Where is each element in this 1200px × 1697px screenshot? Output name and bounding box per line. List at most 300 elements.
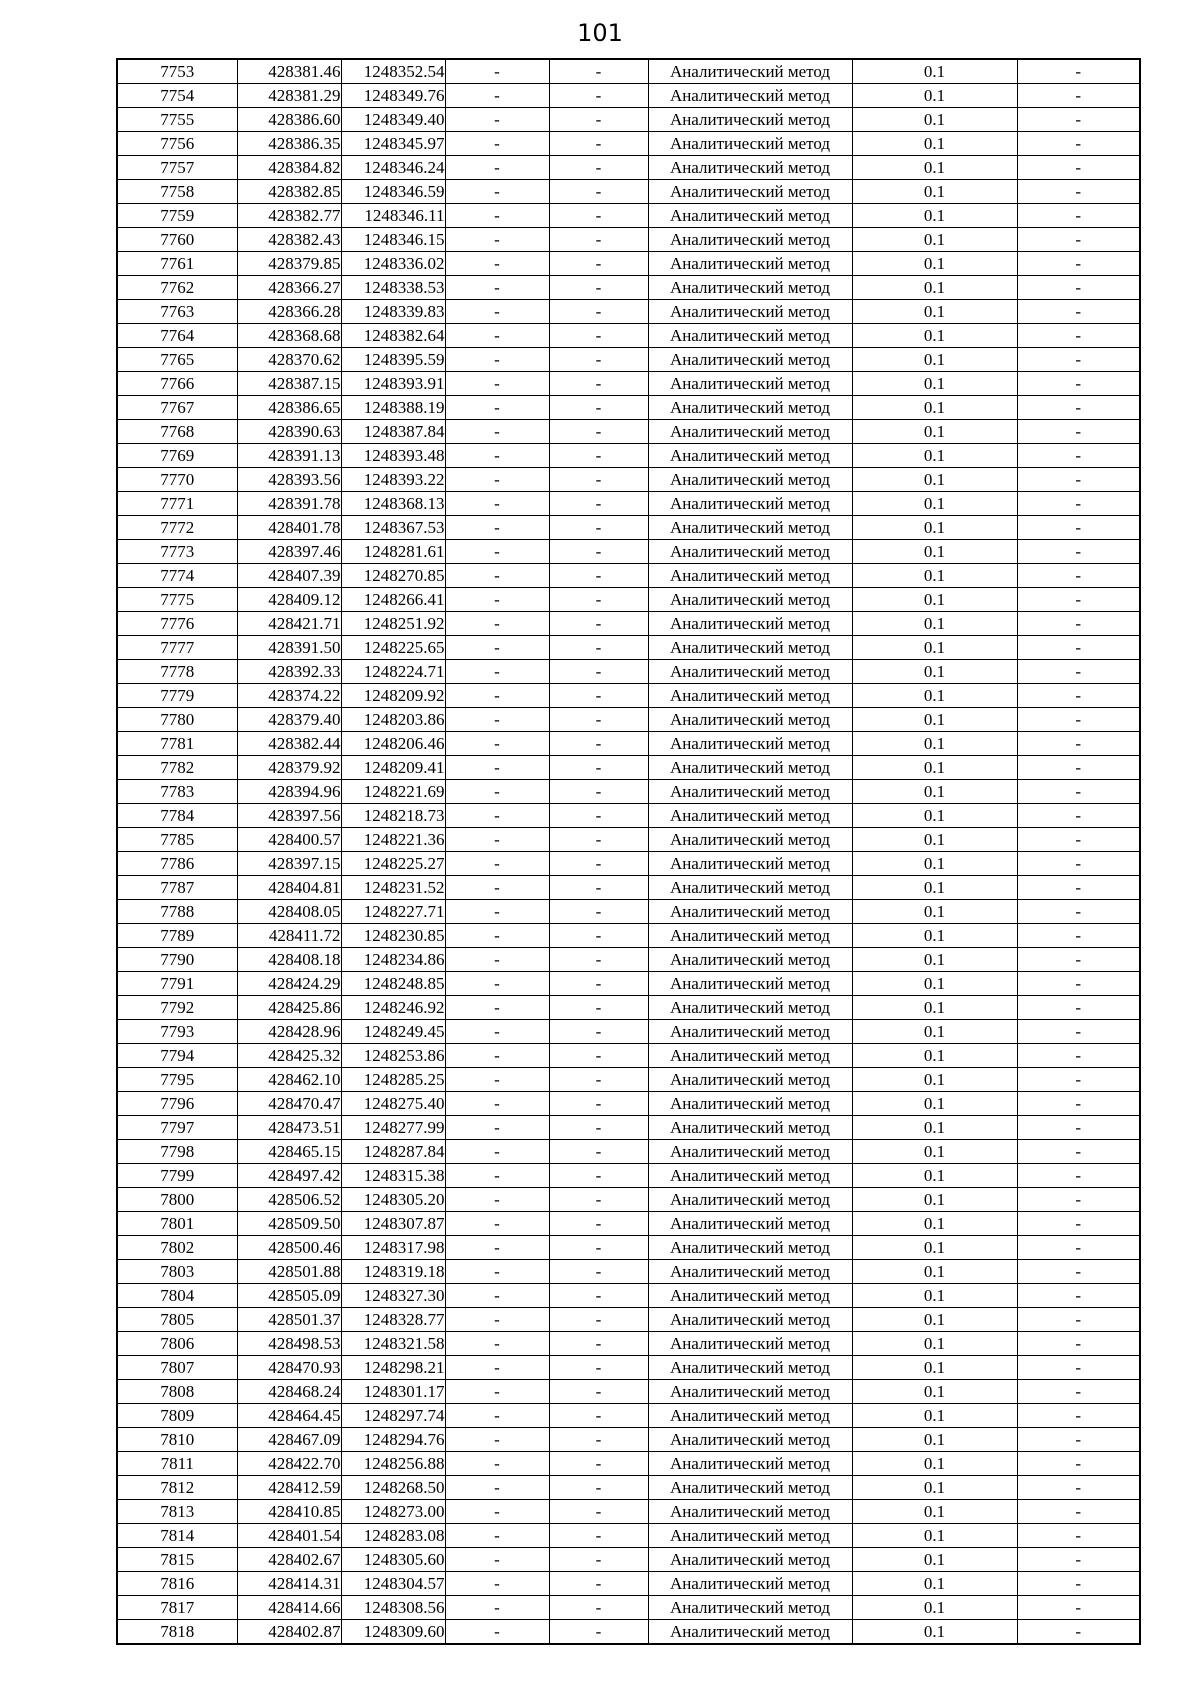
empty-value-cell: - — [1017, 1068, 1140, 1092]
precision-cell: 0.1 — [852, 684, 1017, 708]
table-row — [117, 1284, 1140, 1308]
y-coordinate-cell: 1248321.58 — [341, 1332, 445, 1356]
y-coordinate-cell: 1248393.22 — [341, 468, 445, 492]
y-coordinate-cell: 1248273.00 — [341, 1500, 445, 1524]
empty-value-cell: - — [445, 300, 549, 324]
y-coordinate-cell: 1248345.97 — [341, 132, 445, 156]
empty-value-cell: - — [1017, 1548, 1140, 1572]
y-coordinate-cell: 1248297.74 — [341, 1404, 445, 1428]
point-number-cell: 7775 — [117, 588, 237, 612]
y-coordinate-cell: 1248308.56 — [341, 1596, 445, 1620]
empty-value-cell: - — [445, 1020, 549, 1044]
point-number-cell: 7773 — [117, 540, 237, 564]
method-cell: Аналитический метод — [648, 1140, 852, 1164]
empty-value-cell: - — [1017, 1404, 1140, 1428]
empty-value-cell: - — [1017, 396, 1140, 420]
precision-cell: 0.1 — [852, 372, 1017, 396]
empty-value-cell: - — [549, 1572, 648, 1596]
point-number-cell: 7795 — [117, 1068, 237, 1092]
empty-value-cell: - — [1017, 1212, 1140, 1236]
empty-value-cell: - — [1017, 300, 1140, 324]
empty-value-cell: - — [445, 636, 549, 660]
x-coordinate-cell: 428391.78 — [237, 492, 341, 516]
method-cell: Аналитический метод — [648, 132, 852, 156]
point-number-cell: 7791 — [117, 972, 237, 996]
empty-value-cell: - — [445, 276, 549, 300]
empty-value-cell: - — [1017, 372, 1140, 396]
table-row — [117, 924, 1140, 948]
precision-cell: 0.1 — [852, 252, 1017, 276]
precision-cell: 0.1 — [852, 924, 1017, 948]
empty-value-cell: - — [445, 180, 549, 204]
empty-value-cell: - — [549, 1116, 648, 1140]
method-cell: Аналитический метод — [648, 444, 852, 468]
point-number-cell: 7792 — [117, 996, 237, 1020]
empty-value-cell: - — [1017, 1188, 1140, 1212]
point-number-cell: 7763 — [117, 300, 237, 324]
precision-cell: 0.1 — [852, 1548, 1017, 1572]
empty-value-cell: - — [445, 1332, 549, 1356]
precision-cell: 0.1 — [852, 1188, 1017, 1212]
precision-cell: 0.1 — [852, 348, 1017, 372]
point-number-cell: 7772 — [117, 516, 237, 540]
empty-value-cell: - — [445, 444, 549, 468]
point-number-cell: 7804 — [117, 1284, 237, 1308]
x-coordinate-cell: 428379.92 — [237, 756, 341, 780]
y-coordinate-cell: 1248339.83 — [341, 300, 445, 324]
empty-value-cell: - — [1017, 900, 1140, 924]
empty-value-cell: - — [1017, 996, 1140, 1020]
table-row — [117, 1404, 1140, 1428]
x-coordinate-cell: 428387.15 — [237, 372, 341, 396]
point-number-cell: 7769 — [117, 444, 237, 468]
x-coordinate-cell: 428392.33 — [237, 660, 341, 684]
empty-value-cell: - — [1017, 1308, 1140, 1332]
point-number-cell: 7785 — [117, 828, 237, 852]
empty-value-cell: - — [549, 1260, 648, 1284]
empty-value-cell: - — [1017, 180, 1140, 204]
y-coordinate-cell: 1248256.88 — [341, 1452, 445, 1476]
point-number-cell: 7771 — [117, 492, 237, 516]
y-coordinate-cell: 1248393.48 — [341, 444, 445, 468]
method-cell: Аналитический метод — [648, 540, 852, 564]
table-row — [117, 1452, 1140, 1476]
y-coordinate-cell: 1248305.60 — [341, 1548, 445, 1572]
point-number-cell: 7789 — [117, 924, 237, 948]
empty-value-cell: - — [1017, 612, 1140, 636]
method-cell: Аналитический метод — [648, 1020, 852, 1044]
precision-cell: 0.1 — [852, 1140, 1017, 1164]
empty-value-cell: - — [549, 924, 648, 948]
empty-value-cell: - — [445, 1380, 549, 1404]
y-coordinate-cell: 1248387.84 — [341, 420, 445, 444]
x-coordinate-cell: 428397.15 — [237, 852, 341, 876]
y-coordinate-cell: 1248231.52 — [341, 876, 445, 900]
method-cell: Аналитический метод — [648, 1260, 852, 1284]
empty-value-cell: - — [445, 1140, 549, 1164]
y-coordinate-cell: 1248266.41 — [341, 588, 445, 612]
y-coordinate-cell: 1248367.53 — [341, 516, 445, 540]
table-row — [117, 1092, 1140, 1116]
method-cell: Аналитический метод — [648, 732, 852, 756]
precision-cell: 0.1 — [852, 1236, 1017, 1260]
precision-cell: 0.1 — [852, 1476, 1017, 1500]
empty-value-cell: - — [445, 684, 549, 708]
table-row — [117, 876, 1140, 900]
table-row — [117, 372, 1140, 396]
empty-value-cell: - — [445, 372, 549, 396]
precision-cell: 0.1 — [852, 828, 1017, 852]
method-cell: Аналитический метод — [648, 204, 852, 228]
precision-cell: 0.1 — [852, 1260, 1017, 1284]
empty-value-cell: - — [1017, 1284, 1140, 1308]
empty-value-cell: - — [445, 324, 549, 348]
table-row — [117, 1476, 1140, 1500]
x-coordinate-cell: 428379.40 — [237, 708, 341, 732]
method-cell: Аналитический метод — [648, 948, 852, 972]
x-coordinate-cell: 428386.60 — [237, 108, 341, 132]
method-cell: Аналитический метод — [648, 684, 852, 708]
table-row — [117, 468, 1140, 492]
empty-value-cell: - — [445, 84, 549, 108]
method-cell: Аналитический метод — [648, 804, 852, 828]
empty-value-cell: - — [549, 324, 648, 348]
precision-cell: 0.1 — [852, 540, 1017, 564]
method-cell: Аналитический метод — [648, 1404, 852, 1428]
y-coordinate-cell: 1248315.38 — [341, 1164, 445, 1188]
empty-value-cell: - — [1017, 564, 1140, 588]
precision-cell: 0.1 — [852, 1332, 1017, 1356]
empty-value-cell: - — [1017, 1116, 1140, 1140]
table-row — [117, 276, 1140, 300]
empty-value-cell: - — [445, 1164, 549, 1188]
point-number-cell: 7770 — [117, 468, 237, 492]
y-coordinate-cell: 1248268.50 — [341, 1476, 445, 1500]
empty-value-cell: - — [549, 1548, 648, 1572]
method-cell: Аналитический метод — [648, 324, 852, 348]
point-number-cell: 7757 — [117, 156, 237, 180]
empty-value-cell: - — [1017, 468, 1140, 492]
precision-cell: 0.1 — [852, 108, 1017, 132]
y-coordinate-cell: 1248209.41 — [341, 756, 445, 780]
method-cell: Аналитический метод — [648, 228, 852, 252]
table-row — [117, 1236, 1140, 1260]
precision-cell: 0.1 — [852, 444, 1017, 468]
x-coordinate-cell: 428370.62 — [237, 348, 341, 372]
x-coordinate-cell: 428498.53 — [237, 1332, 341, 1356]
precision-cell: 0.1 — [852, 900, 1017, 924]
y-coordinate-cell: 1248248.85 — [341, 972, 445, 996]
empty-value-cell: - — [445, 1572, 549, 1596]
y-coordinate-cell: 1248294.76 — [341, 1428, 445, 1452]
table-row — [117, 492, 1140, 516]
method-cell: Аналитический метод — [648, 156, 852, 180]
empty-value-cell: - — [549, 372, 648, 396]
empty-value-cell: - — [549, 636, 648, 660]
table-row — [117, 684, 1140, 708]
empty-value-cell: - — [549, 972, 648, 996]
empty-value-cell: - — [445, 972, 549, 996]
x-coordinate-cell: 428408.18 — [237, 948, 341, 972]
empty-value-cell: - — [1017, 1500, 1140, 1524]
empty-value-cell: - — [445, 1620, 549, 1645]
y-coordinate-cell: 1248336.02 — [341, 252, 445, 276]
method-cell: Аналитический метод — [648, 492, 852, 516]
table-row — [117, 1116, 1140, 1140]
x-coordinate-cell: 428501.37 — [237, 1308, 341, 1332]
y-coordinate-cell: 1248328.77 — [341, 1308, 445, 1332]
empty-value-cell: - — [445, 204, 549, 228]
table-row — [117, 1212, 1140, 1236]
empty-value-cell: - — [549, 1476, 648, 1500]
x-coordinate-cell: 428412.59 — [237, 1476, 341, 1500]
point-number-cell: 7794 — [117, 1044, 237, 1068]
table-row — [117, 1572, 1140, 1596]
point-number-cell: 7803 — [117, 1260, 237, 1284]
empty-value-cell: - — [549, 804, 648, 828]
precision-cell: 0.1 — [852, 948, 1017, 972]
point-number-cell: 7805 — [117, 1308, 237, 1332]
y-coordinate-cell: 1248327.30 — [341, 1284, 445, 1308]
table-row — [117, 1068, 1140, 1092]
empty-value-cell: - — [1017, 420, 1140, 444]
table-row — [117, 972, 1140, 996]
empty-value-cell: - — [1017, 876, 1140, 900]
method-cell: Аналитический метод — [648, 348, 852, 372]
y-coordinate-cell: 1248304.57 — [341, 1572, 445, 1596]
empty-value-cell: - — [445, 132, 549, 156]
table-row — [117, 948, 1140, 972]
y-coordinate-cell: 1248393.91 — [341, 372, 445, 396]
method-cell: Аналитический метод — [648, 1188, 852, 1212]
point-number-cell: 7802 — [117, 1236, 237, 1260]
method-cell: Аналитический метод — [648, 1596, 852, 1620]
point-number-cell: 7812 — [117, 1476, 237, 1500]
y-coordinate-cell: 1248352.54 — [341, 59, 445, 84]
y-coordinate-cell: 1248395.59 — [341, 348, 445, 372]
precision-cell: 0.1 — [852, 420, 1017, 444]
empty-value-cell: - — [549, 444, 648, 468]
empty-value-cell: - — [549, 300, 648, 324]
table-row — [117, 300, 1140, 324]
empty-value-cell: - — [445, 996, 549, 1020]
table-row — [117, 1500, 1140, 1524]
x-coordinate-cell: 428407.39 — [237, 564, 341, 588]
empty-value-cell: - — [445, 1092, 549, 1116]
x-coordinate-cell: 428473.51 — [237, 1116, 341, 1140]
method-cell: Аналитический метод — [648, 1428, 852, 1452]
table-row — [117, 204, 1140, 228]
empty-value-cell: - — [445, 1524, 549, 1548]
x-coordinate-cell: 428424.29 — [237, 972, 341, 996]
y-coordinate-cell: 1248227.71 — [341, 900, 445, 924]
precision-cell: 0.1 — [852, 276, 1017, 300]
table-row — [117, 636, 1140, 660]
empty-value-cell: - — [1017, 1164, 1140, 1188]
table-row — [117, 108, 1140, 132]
y-coordinate-cell: 1248224.71 — [341, 660, 445, 684]
y-coordinate-cell: 1248287.84 — [341, 1140, 445, 1164]
empty-value-cell: - — [549, 396, 648, 420]
empty-value-cell: - — [549, 1284, 648, 1308]
table-row — [117, 1260, 1140, 1284]
precision-cell: 0.1 — [852, 1116, 1017, 1140]
method-cell: Аналитический метод — [648, 924, 852, 948]
x-coordinate-cell: 428397.46 — [237, 540, 341, 564]
precision-cell: 0.1 — [852, 1212, 1017, 1236]
empty-value-cell: - — [549, 420, 648, 444]
y-coordinate-cell: 1248275.40 — [341, 1092, 445, 1116]
y-coordinate-cell: 1248346.59 — [341, 180, 445, 204]
x-coordinate-cell: 428404.81 — [237, 876, 341, 900]
method-cell: Аналитический метод — [648, 708, 852, 732]
empty-value-cell: - — [549, 684, 648, 708]
empty-value-cell: - — [1017, 1428, 1140, 1452]
table-row — [117, 180, 1140, 204]
x-coordinate-cell: 428462.10 — [237, 1068, 341, 1092]
x-coordinate-cell: 428409.12 — [237, 588, 341, 612]
y-coordinate-cell: 1248285.25 — [341, 1068, 445, 1092]
empty-value-cell: - — [549, 108, 648, 132]
method-cell: Аналитический метод — [648, 468, 852, 492]
precision-cell: 0.1 — [852, 156, 1017, 180]
precision-cell: 0.1 — [852, 1428, 1017, 1452]
empty-value-cell: - — [549, 900, 648, 924]
x-coordinate-cell: 428368.68 — [237, 324, 341, 348]
point-number-cell: 7762 — [117, 276, 237, 300]
method-cell: Аналитический метод — [648, 636, 852, 660]
precision-cell: 0.1 — [852, 180, 1017, 204]
empty-value-cell: - — [1017, 492, 1140, 516]
table-row — [117, 324, 1140, 348]
precision-cell: 0.1 — [852, 300, 1017, 324]
precision-cell: 0.1 — [852, 59, 1017, 84]
empty-value-cell: - — [445, 828, 549, 852]
empty-value-cell: - — [1017, 1236, 1140, 1260]
point-number-cell: 7793 — [117, 1020, 237, 1044]
table-row — [117, 420, 1140, 444]
empty-value-cell: - — [445, 348, 549, 372]
empty-value-cell: - — [445, 1308, 549, 1332]
point-number-cell: 7810 — [117, 1428, 237, 1452]
y-coordinate-cell: 1248317.98 — [341, 1236, 445, 1260]
empty-value-cell: - — [549, 828, 648, 852]
empty-value-cell: - — [445, 708, 549, 732]
table-row — [117, 588, 1140, 612]
x-coordinate-cell: 428470.47 — [237, 1092, 341, 1116]
y-coordinate-cell: 1248277.99 — [341, 1116, 445, 1140]
empty-value-cell: - — [549, 156, 648, 180]
y-coordinate-cell: 1248283.08 — [341, 1524, 445, 1548]
y-coordinate-cell: 1248209.92 — [341, 684, 445, 708]
precision-cell: 0.1 — [852, 636, 1017, 660]
point-number-cell: 7788 — [117, 900, 237, 924]
empty-value-cell: - — [445, 1116, 549, 1140]
empty-value-cell: - — [445, 1068, 549, 1092]
y-coordinate-cell: 1248230.85 — [341, 924, 445, 948]
table-row — [117, 1308, 1140, 1332]
y-coordinate-cell: 1248251.92 — [341, 612, 445, 636]
y-coordinate-cell: 1248225.27 — [341, 852, 445, 876]
point-number-cell: 7813 — [117, 1500, 237, 1524]
precision-cell: 0.1 — [852, 1572, 1017, 1596]
x-coordinate-cell: 428390.63 — [237, 420, 341, 444]
empty-value-cell: - — [549, 276, 648, 300]
method-cell: Аналитический метод — [648, 420, 852, 444]
precision-cell: 0.1 — [852, 852, 1017, 876]
y-coordinate-cell: 1248206.46 — [341, 732, 445, 756]
empty-value-cell: - — [1017, 948, 1140, 972]
table-row — [117, 756, 1140, 780]
point-number-cell: 7809 — [117, 1404, 237, 1428]
empty-value-cell: - — [549, 1428, 648, 1452]
table-row — [117, 900, 1140, 924]
empty-value-cell: - — [549, 59, 648, 84]
empty-value-cell: - — [445, 228, 549, 252]
x-coordinate-cell: 428501.88 — [237, 1260, 341, 1284]
method-cell: Аналитический метод — [648, 516, 852, 540]
empty-value-cell: - — [1017, 1020, 1140, 1044]
table-row — [117, 84, 1140, 108]
point-number-cell: 7817 — [117, 1596, 237, 1620]
table-row — [117, 1548, 1140, 1572]
point-number-cell: 7818 — [117, 1620, 237, 1645]
x-coordinate-cell: 428497.42 — [237, 1164, 341, 1188]
precision-cell: 0.1 — [852, 1284, 1017, 1308]
point-number-cell: 7753 — [117, 59, 237, 84]
y-coordinate-cell: 1248218.73 — [341, 804, 445, 828]
empty-value-cell: - — [1017, 780, 1140, 804]
empty-value-cell: - — [1017, 444, 1140, 468]
point-number-cell: 7766 — [117, 372, 237, 396]
table-row — [117, 1188, 1140, 1212]
table-row — [117, 396, 1140, 420]
method-cell: Аналитический метод — [648, 1212, 852, 1236]
method-cell: Аналитический метод — [648, 900, 852, 924]
table-row — [117, 780, 1140, 804]
precision-cell: 0.1 — [852, 228, 1017, 252]
table-row — [117, 1596, 1140, 1620]
empty-value-cell: - — [1017, 108, 1140, 132]
precision-cell: 0.1 — [852, 1308, 1017, 1332]
y-coordinate-cell: 1248221.36 — [341, 828, 445, 852]
x-coordinate-cell: 428428.96 — [237, 1020, 341, 1044]
precision-cell: 0.1 — [852, 1356, 1017, 1380]
precision-cell: 0.1 — [852, 1404, 1017, 1428]
x-coordinate-cell: 428384.82 — [237, 156, 341, 180]
x-coordinate-cell: 428391.50 — [237, 636, 341, 660]
method-cell: Аналитический метод — [648, 1092, 852, 1116]
empty-value-cell: - — [1017, 972, 1140, 996]
method-cell: Аналитический метод — [648, 1380, 852, 1404]
point-number-cell: 7787 — [117, 876, 237, 900]
empty-value-cell: - — [445, 252, 549, 276]
x-coordinate-cell: 428468.24 — [237, 1380, 341, 1404]
method-cell: Аналитический метод — [648, 59, 852, 84]
point-number-cell: 7768 — [117, 420, 237, 444]
precision-cell: 0.1 — [852, 1452, 1017, 1476]
x-coordinate-cell: 428408.05 — [237, 900, 341, 924]
y-coordinate-cell: 1248388.19 — [341, 396, 445, 420]
method-cell: Аналитический метод — [648, 1356, 852, 1380]
empty-value-cell: - — [549, 1452, 648, 1476]
empty-value-cell: - — [1017, 1332, 1140, 1356]
method-cell: Аналитический метод — [648, 396, 852, 420]
empty-value-cell: - — [445, 156, 549, 180]
precision-cell: 0.1 — [852, 492, 1017, 516]
x-coordinate-cell: 428467.09 — [237, 1428, 341, 1452]
table-row — [117, 252, 1140, 276]
